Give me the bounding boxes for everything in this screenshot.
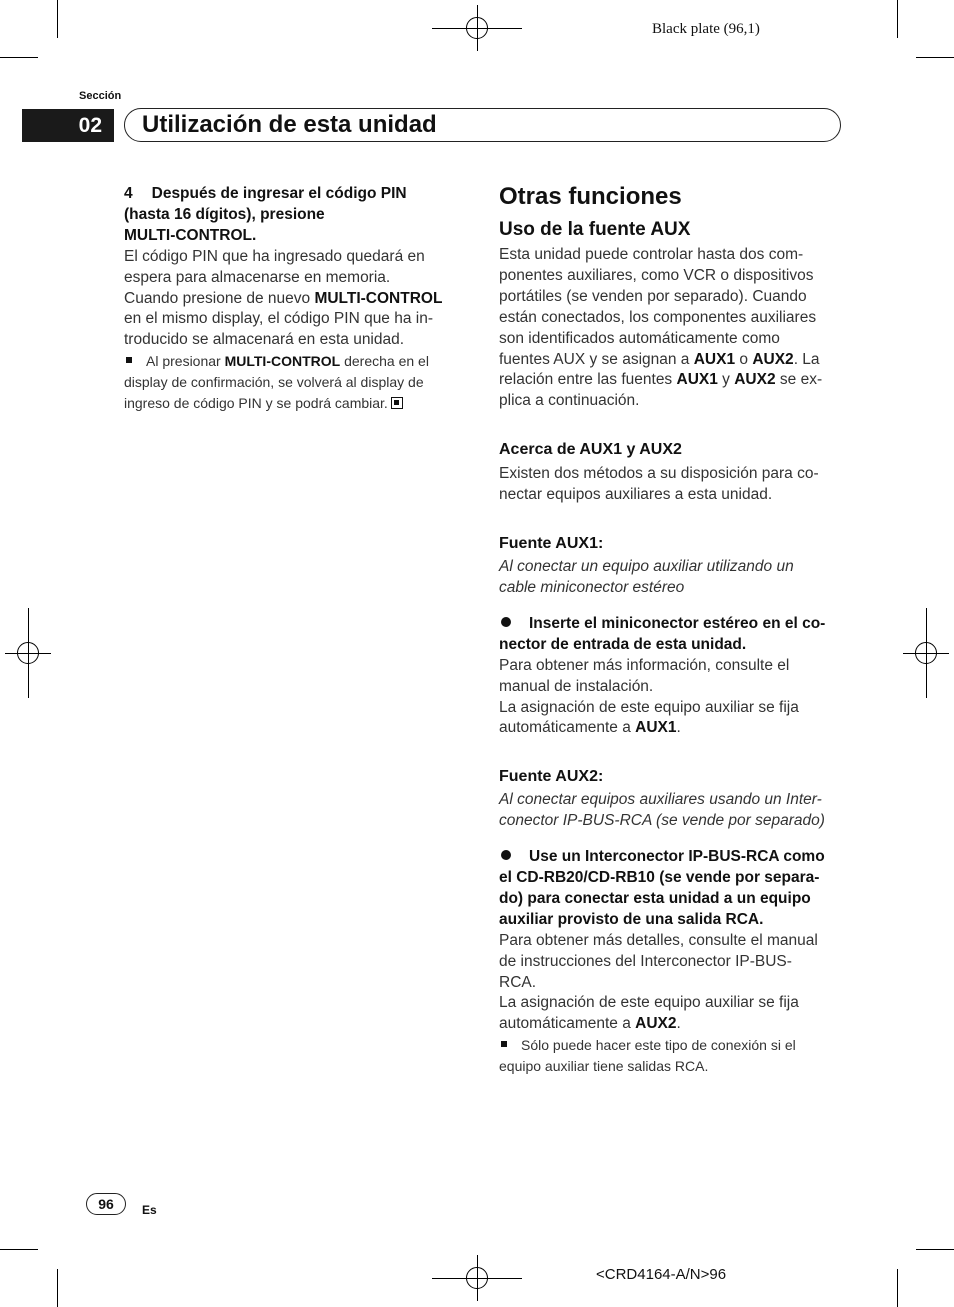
registration-circle-icon	[17, 642, 39, 664]
registration-circle-icon	[466, 17, 488, 39]
registration-circle-icon	[915, 642, 937, 664]
aux1-heading: Fuente AUX1:	[499, 535, 604, 553]
left-column	[124, 184, 464, 414]
crop-mark	[57, 0, 58, 38]
aux1-body: Para obtener más información, consulte el manual de instalación. La asignación de este equipo auxiliar se fija automáticamente a AUX1.	[499, 656, 799, 737]
section-label: Sección	[79, 90, 122, 102]
section-number: 02	[22, 109, 114, 142]
step-number: 4	[124, 185, 133, 202]
page-number: 96	[86, 1193, 126, 1215]
crop-mark	[0, 57, 38, 58]
crop-mark	[0, 1249, 38, 1250]
aux1-step: Inserte el miniconector estéreo en el co- nector de entrada de esta unidad.	[499, 614, 826, 653]
crop-mark	[916, 57, 954, 58]
step-paragraph: El código PIN que ha ingresado quedará en espera para almacenarse en memoria. Cuando presione de nuevo MULTI-CONTROL en el mismo display, el código PIN que ha in- troducido se almacenará en esta unidad.	[124, 247, 443, 349]
crop-mark	[916, 1249, 954, 1250]
aux2-note: Sólo puede hacer este tipo de conexión si el equipo auxiliar tiene salidas RCA.	[499, 1037, 796, 1075]
bullet-dot-icon	[501, 850, 511, 860]
step-heading: 4 Después de ingresar el código PIN (hasta 16 dígitos), presione MULTI-CONTROL.	[124, 185, 407, 244]
about-heading: Acerca de AUX1 y AUX2	[499, 441, 682, 459]
bullet-dot-icon	[501, 617, 511, 627]
right-column	[499, 182, 849, 1077]
aux2-body: Para obtener más detalles, consulte el manual de instrucciones del Interconector IP-BUS- RCA. La asignación de este equipo auxiliar se fija automáticamente a AUX2.	[499, 931, 818, 1033]
aux2-italic-caption: Al conectar equipos auxiliares usando un Inter- conector IP-BUS-RCA (se vende por separado)	[499, 791, 825, 830]
crop-mark	[57, 1269, 58, 1307]
sub-heading: Uso de la fuente AUX	[499, 219, 691, 240]
square-bullet-icon	[501, 1041, 507, 1047]
section-title: Utilización de esta unidad	[142, 111, 437, 138]
crop-mark	[897, 1269, 898, 1307]
square-bullet-icon	[126, 357, 132, 363]
aux1-italic-caption: Al conectar un equipo auxiliar utilizando un cable miniconector estéreo	[499, 558, 794, 596]
end-mark-icon	[391, 397, 403, 409]
language-code: Es	[142, 1203, 157, 1217]
registration-circle-icon	[466, 1267, 488, 1289]
aux2-step: Use un Interconector IP-BUS-RCA como el CD-RB20/CD-RB10 (se vende por separa- do) para conectar esta unidad a un equipo auxiliar provisto de una salida RCA.	[499, 848, 825, 928]
plate-label: Black plate (96,1)	[652, 21, 760, 37]
main-heading: Otras funciones	[499, 183, 682, 210]
document-code: <CRD4164-A/N>96	[596, 1266, 727, 1283]
note: Al presionar MULTI-CONTROL derecha en el display de confirmación, se volverá al display de ingreso de código PIN y se podrá cambiar.	[124, 353, 429, 412]
about-paragraph: Existen dos métodos a su disposición para co- nectar equipos auxiliares a esta unidad.	[499, 465, 819, 504]
intro-paragraph: Esta unidad puede controlar hasta dos com- ponentes auxiliares, como VCR o dispositivos portátiles (se venden por separado). Cuando están conectados, los componentes auxiliares son identificados automáticamente como fuentes AUX y se asignan a AUX1 o AUX2. La relación entre las fuentes AUX1 y AUX2 se ex- plica a continuación.	[499, 246, 823, 410]
aux2-heading: Fuente AUX2:	[499, 768, 604, 786]
crop-mark	[897, 0, 898, 38]
